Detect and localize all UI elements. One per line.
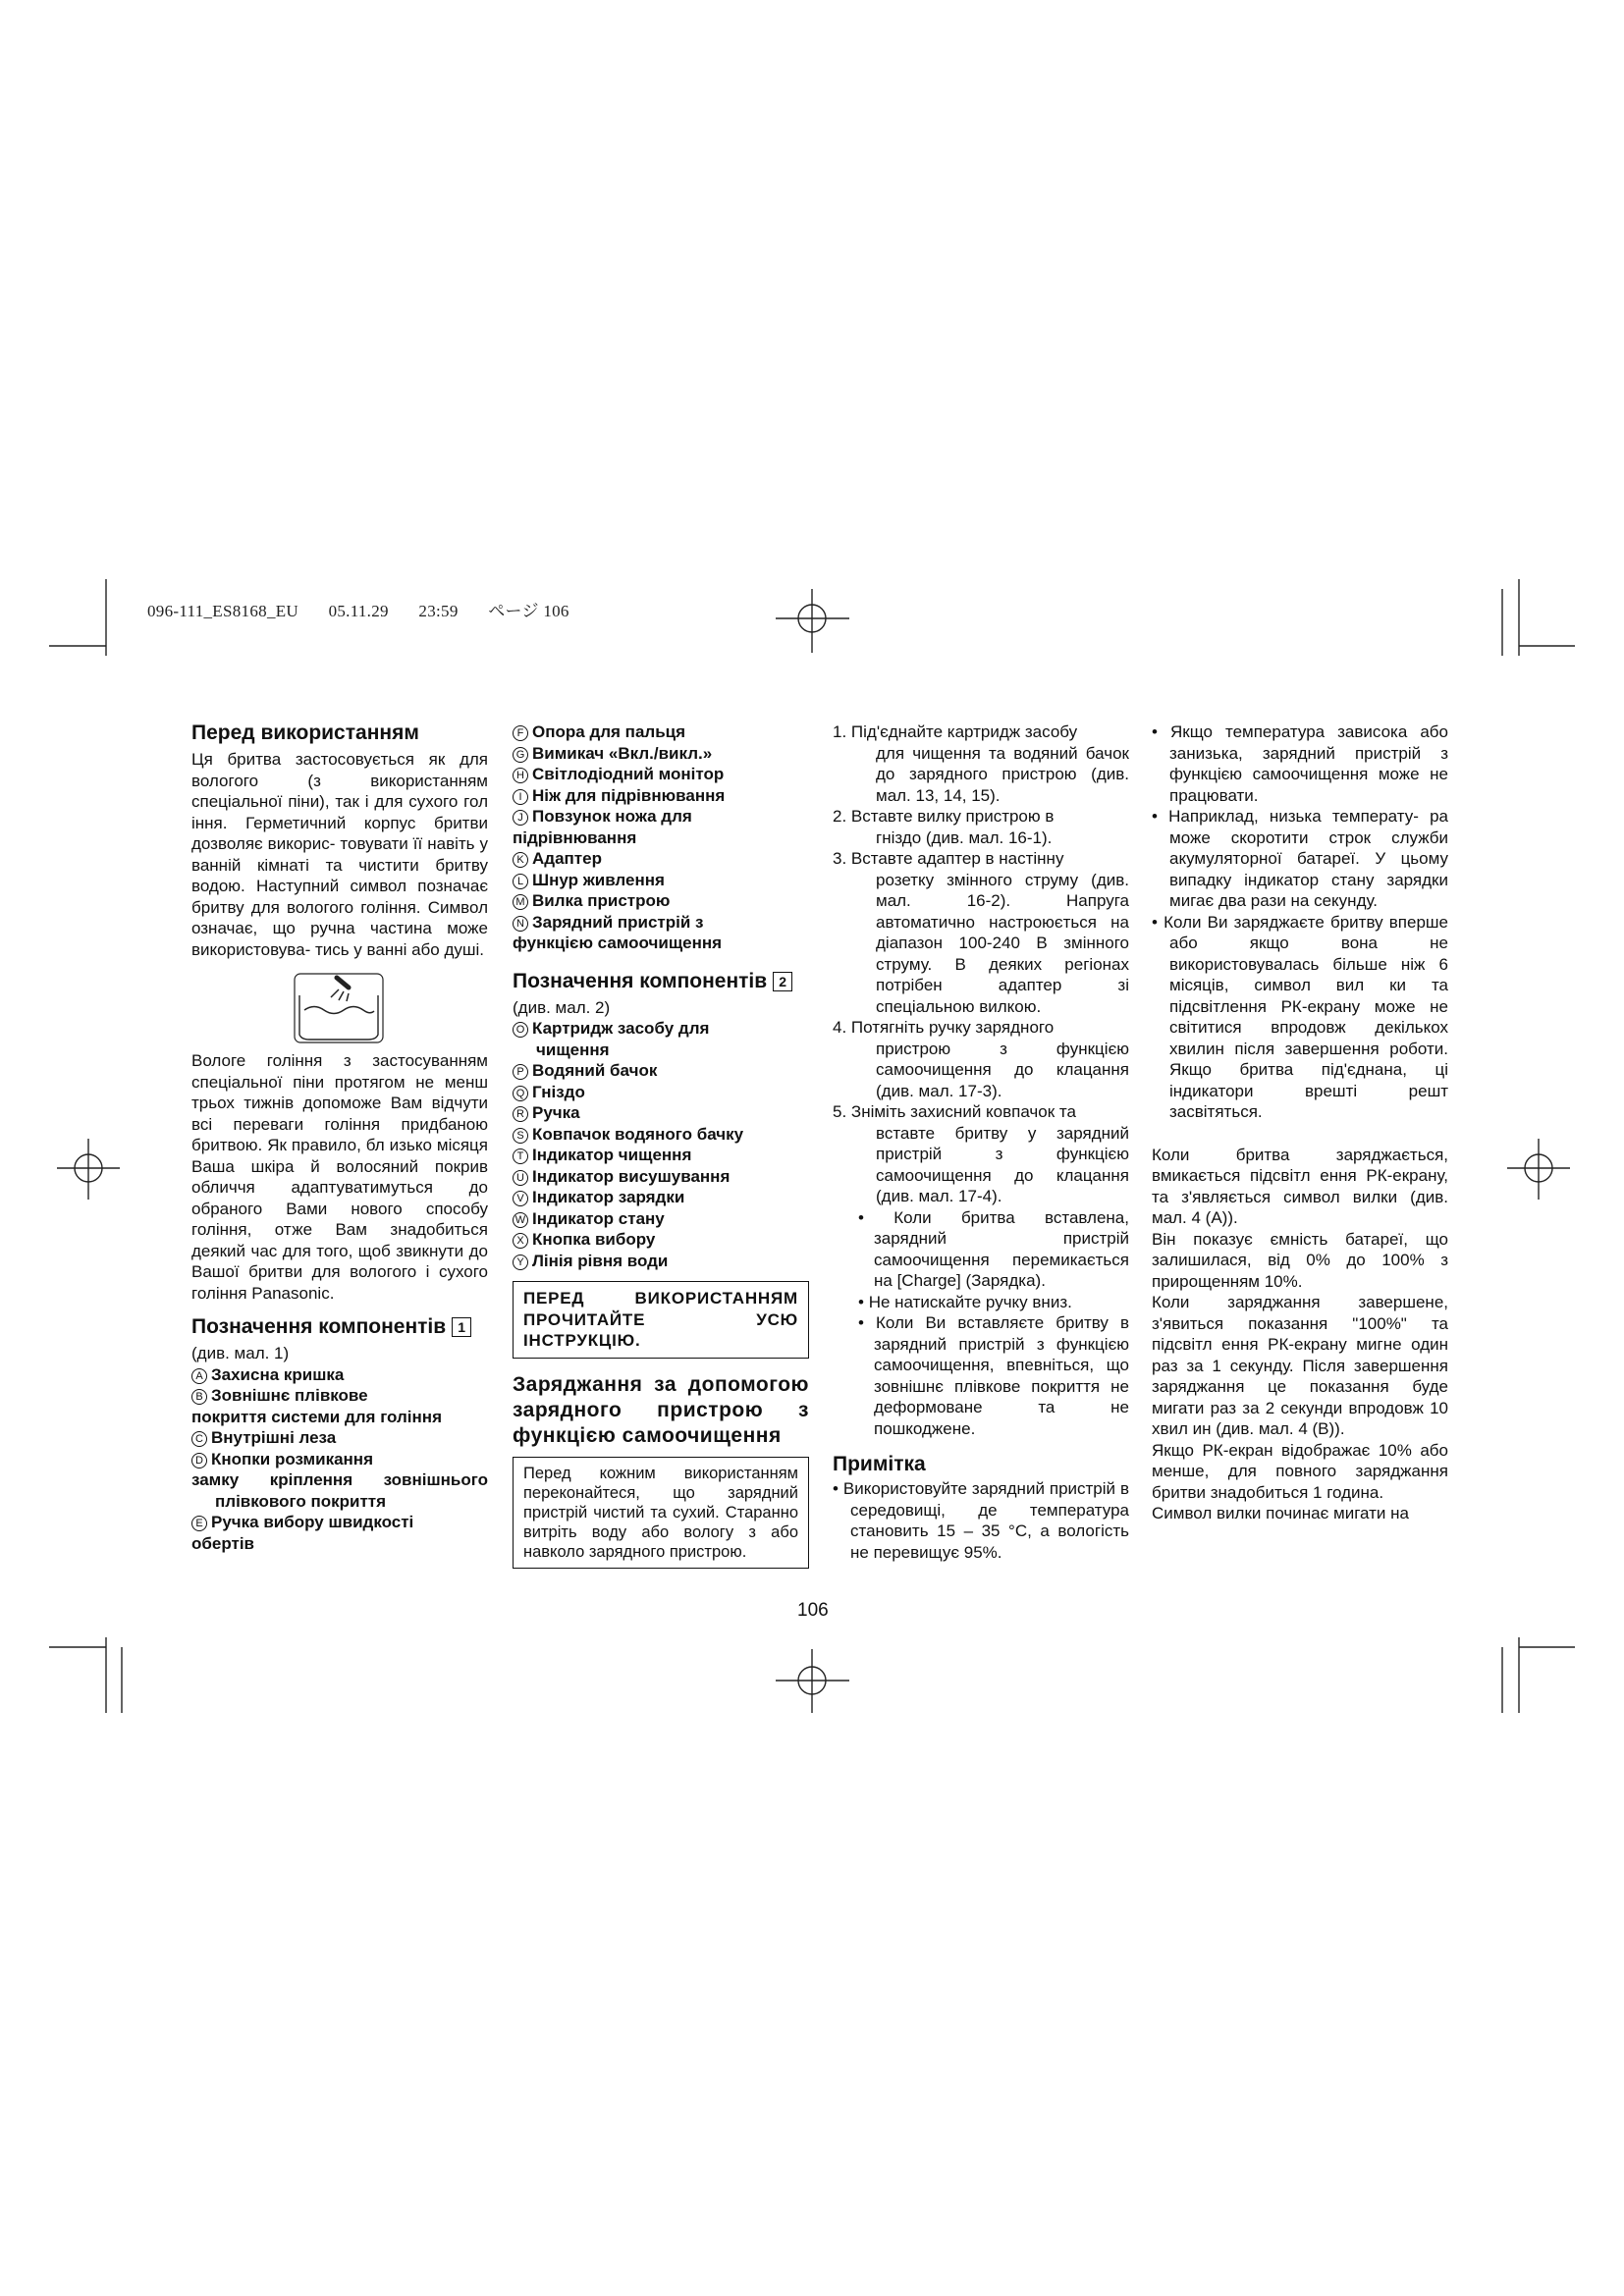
- wet-shaving-paragraph: Вологе гоління з застосуванням спеціальної піни протягом не менш трьох тижнів допоможе Вам відчути всі переваги гоління придбаною бритвою. Як правило, бл изько місяця Ваша шкіра й волосяний покрив обличчя адаптуватимуться до обраного Вами нового способу гоління, отже Вам знадобиться деякий час для того, щоб звикнути до Вашої бритви для вологого і сухого гоління Panasonic.: [191, 1051, 488, 1303]
- component-item: L Шнур живлення: [513, 870, 809, 891]
- components-title-2-text: Позначення компонентів: [513, 969, 768, 992]
- figure-number-badge: 2: [773, 972, 792, 991]
- charging-paragraph-3: Коли заряджання завершене, з'явиться показання "100%" та підсвітл ення РК-екрану мигне один раз за 1 секунду. Після завершення заряджання це показання буде мигати раз за 2 секунди впродовж 10 хвил ин (див. мал. 4 (B)).: [1152, 1293, 1448, 1438]
- bullet-item: • Не натискайте ручку вниз.: [858, 1292, 1072, 1311]
- print-header: [147, 597, 595, 621]
- column-1: [191, 721, 488, 1554]
- component-item: J Повзунок ножа для підрівнювання: [513, 807, 692, 847]
- bullet-item: • Якщо температура зависока або занизька, зарядний пристрій з функцією самоочищення може не працювати.: [1152, 722, 1448, 805]
- component-item: O Картридж засобу для чищення: [513, 1018, 809, 1060]
- component-item: G Вимикач «Вкл./викл.»: [513, 743, 809, 765]
- component-item: I Ніж для підрівнювання: [513, 785, 809, 807]
- component-item: B Зовнішнє плівкове покриття системи для гоління: [191, 1386, 442, 1426]
- step-item: 2. Вставте вилку пристрою в гніздо (див. мал. 16-1).: [833, 807, 1055, 847]
- components-title-1-text: Позначення компонентів: [191, 1315, 447, 1338]
- header-file: 096-111_ES8168_EU: [147, 602, 298, 620]
- component-item: H Світлодіодний монітор: [513, 764, 809, 785]
- components-list-1: [191, 1364, 488, 1555]
- component-item: W Індикатор стану: [513, 1208, 809, 1230]
- component-item: X Кнопка вибору: [513, 1229, 809, 1251]
- charging-paragraph-1: Коли бритва заряджається, вмикається підсвітл ення РК-екрану, та з'являється символ вилки (див. мал. 4 (A)).: [1152, 1145, 1448, 1227]
- components-title-2: [513, 970, 809, 993]
- warning-box: ПЕРЕД ВИКОРИСТАННЯМ ПРОЧИТАЙТЕ УСЮ ІНСТРУКЦІЮ.: [513, 1281, 809, 1359]
- intro-paragraph: Ця бритва застосовується як для вологого (з використанням спеціальної піни), так і для сухого гол іння. Герметичний корпус бритви дозволяє викорис- товувати її навіть у ванній кімнаті та чистити бритву водою. Наступний символ позначає бритву для вологого гоління. Символ означає, що ручна частина може використовува- тись у ванні або душі.: [191, 750, 488, 959]
- charging-paragraph-5: Символ вилки починає мигати на: [1152, 1504, 1409, 1522]
- step-item: 3. Вставте адаптер в настінну розетку змінного струму (див. мал. 16-2). Напруга автоматично настроюється на діапазон 100-240 В змінного струму. В деяких регіонах потрібен адаптер зі спеціальною вилкою.: [833, 849, 1129, 1016]
- figure-number-badge: 1: [452, 1317, 471, 1337]
- charging-paragraph-2: Він показує ємність батареї, що залишилася, від 0% до 100% з прирощенням 10%.: [1152, 1229, 1448, 1291]
- bullet-item: • Наприклад, низька температу- ра може скоротити строк служби акумуляторної батареї. У цьому випадку індикатор стану зарядки мигає два рази на секунду.: [1152, 807, 1448, 910]
- component-item: V Індикатор зарядки: [513, 1187, 809, 1208]
- step-item: 4. Потягніть ручку зарядного пристрою з функцією самоочищення до клацання (див. мал. 17-3).: [833, 1018, 1129, 1100]
- step-item: 1. Під'єднайте картридж засобу для чищення та водяний бачок до зарядного пристрою (див. мал. 13, 14, 15).: [833, 722, 1129, 805]
- steps-list: [833, 721, 1129, 1207]
- component-item: N Зарядний пристрій з функцією самоочищення: [513, 912, 723, 952]
- component-item: M Вилка пристрою: [513, 890, 809, 912]
- header-time: 23:59: [418, 602, 459, 620]
- component-item: T Індикатор чищення: [513, 1145, 809, 1166]
- components-list-2: [513, 1018, 809, 1271]
- component-item: A Захисна кришка: [191, 1364, 488, 1386]
- step-bullets: [833, 1207, 1129, 1440]
- bullets-continued: [1152, 721, 1448, 1123]
- component-item: P Водяний бачок: [513, 1060, 809, 1082]
- component-item: D Кнопки розмикання замку кріплення зовнішнього плівкового покриття: [191, 1449, 488, 1511]
- component-item: K Адаптер: [513, 848, 809, 870]
- component-item: E Ручка вибору швидкості обертів: [191, 1513, 414, 1553]
- bullet-item: • Коли бритва вставлена, зарядний пристрій самоочищення перемикається на [Charge] (Зарядка).: [858, 1207, 1129, 1290]
- component-item: S Ковпачок водяного бачку: [513, 1124, 809, 1146]
- component-item: C Внутрішні леза: [191, 1427, 488, 1449]
- shower-symbol: [191, 966, 488, 1046]
- components-title-1: [191, 1315, 488, 1339]
- component-item: F Опора для пальця: [513, 721, 809, 743]
- column-2: [513, 721, 809, 1575]
- component-item: Y Лінія рівня води: [513, 1251, 809, 1272]
- component-item: U Індикатор висушування: [513, 1166, 809, 1188]
- note-item: • Використовуйте зарядний пристрій в середовищі, де температура становить 15 – 35 °C, а вологість не перевищує 95%.: [833, 1479, 1129, 1562]
- column-3: [833, 721, 1129, 1563]
- bullet-item: • Коли Ви заряджаєте бритву вперше або якщо вона не використовувалась більше ніж 6 місяців, символ вил ки та підсвітлення РК-екрану може не світитися впродовж декількох хвилин після завершення роботи. Якщо бритва під'єднана, ці індикатори врешті решт засвітяться.: [1152, 912, 1448, 1121]
- component-item: Q Гніздо: [513, 1082, 809, 1103]
- charging-section-title: Заряджання за допомогою зарядного пристрою з функцією самоочищення: [513, 1372, 809, 1447]
- header-page-ref: ページ 106: [488, 602, 569, 620]
- components-ref-2: (див. мал. 2): [513, 997, 611, 1017]
- section-title-before-use: Перед використанням: [191, 721, 419, 744]
- components-ref-1: (див. мал. 1): [191, 1344, 290, 1362]
- shower-bath-icon: [191, 966, 488, 1046]
- page-number: 106: [797, 1600, 829, 1621]
- component-item: R Ручка: [513, 1102, 809, 1124]
- charging-paragraph-4: Якщо РК-екран відображає 10% або менше, для повного заряджання бритви знадобиться 1 година.: [1152, 1440, 1448, 1502]
- bullet-item: • Коли Ви вставляєте бритву в зарядний пристрій з функцією самоочищення, впевніться, що зовнішнє плівкове покриття не деформоване та не пошкоджене.: [858, 1313, 1129, 1438]
- header-date: 05.11.29: [328, 602, 389, 620]
- note-box: Перед кожним використанням переконайтеся, що зарядний пристрій чистий та сухий. Старанно витріть воду або вологу з або навколо зарядного пристрою.: [513, 1457, 809, 1569]
- components-list-1-continued: [513, 721, 809, 954]
- note-title: Примітка: [833, 1453, 926, 1475]
- column-4: [1152, 721, 1448, 1524]
- step-item: 5. Зніміть захисний ковпачок та вставте бритву у зарядний пристрій з функцією самоочищення до клацання (див. мал. 17-4).: [833, 1102, 1129, 1205]
